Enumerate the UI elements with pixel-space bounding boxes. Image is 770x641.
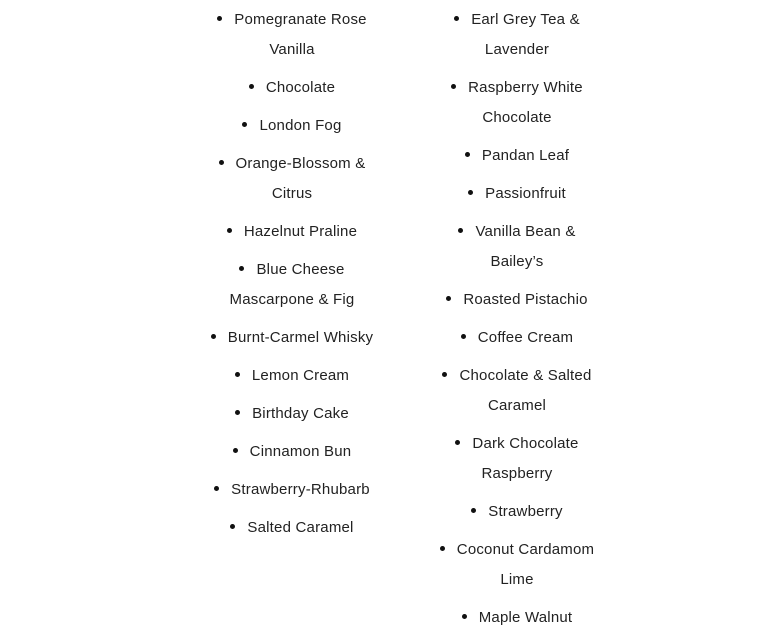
list-item [431,361,603,421]
flavor-name: Orange-Blossom & Citrus [235,155,366,202]
bullet-icon [461,334,466,339]
flavor-name: Lemon Cream [251,367,350,384]
list-item [431,217,603,277]
bullet-icon [440,546,445,551]
flavor-name: Salted Caramel [247,519,354,536]
flavor-name: Coffee Cream [477,329,574,346]
flavor-list-right-column [431,5,603,641]
flavor-name: Dark Chocolate Raspberry [472,435,579,482]
list-item [206,437,378,467]
flavor-name: Birthday Cake [252,405,349,422]
flavor-name: Blue Cheese Mascarpone & Fig [229,261,355,308]
flavor-name: Earl Grey Tea & Lavender [471,11,580,58]
list-item [206,361,378,391]
list-item [206,255,378,315]
flavor-name: Pomegranate Rose Vanilla [234,11,367,58]
flavor-name: Raspberry White Chocolate [468,79,583,126]
bullet-icon [227,228,232,233]
bullet-icon [468,190,473,195]
flavor-name: Burnt-Carmel Whisky [227,329,374,346]
bullet-icon [454,16,459,21]
list-item [206,399,378,429]
flavor-name: London Fog [259,117,342,134]
bullet-icon [217,16,222,21]
bullet-icon [442,372,447,377]
bullet-icon [230,524,235,529]
bullet-icon [242,122,247,127]
flavor-name: Pandan Leaf [481,147,570,164]
bullet-icon [249,84,254,89]
bullet-icon [235,372,240,377]
bullet-icon [455,440,460,445]
flavor-name: Chocolate [265,79,336,96]
list-item [431,323,603,353]
flavor-name: Strawberry-Rhubarb [231,481,370,498]
list-item [206,323,378,353]
flavor-name: Coconut Cardamom Lime [456,541,595,588]
bullet-icon [233,448,238,453]
list-item [431,603,603,633]
list-item [431,141,603,171]
bullet-icon [451,84,456,89]
flavor-name: Chocolate & Salted Caramel [459,367,592,414]
list-item [206,111,378,141]
list-item [431,429,603,489]
list-item [431,179,603,209]
flavor-name: Roasted Pistachio [463,291,588,308]
list-item [431,5,603,65]
list-item [431,285,603,315]
list-item [206,73,378,103]
bullet-icon [446,296,451,301]
list-item [206,149,378,209]
bullet-icon [462,614,467,619]
flavor-name: Passionfruit [485,185,566,202]
list-item [206,217,378,247]
list-item [206,5,378,65]
bullet-icon [219,160,224,165]
list-item [431,497,603,527]
flavor-list-left-column [206,5,378,551]
bullet-icon [211,334,216,339]
bullet-icon [465,152,470,157]
bullet-icon [471,508,476,513]
list-item [206,475,378,505]
flavor-name: Cinnamon Bun [249,443,352,460]
bullet-icon [214,486,219,491]
flavor-name: Vanilla Bean & Bailey’s [475,223,576,270]
list-item [431,73,603,133]
bullet-icon [235,410,240,415]
bullet-icon [239,266,244,271]
bullet-icon [458,228,463,233]
list-item [431,535,603,595]
list-item [206,513,378,543]
flavor-name: Strawberry [488,503,563,520]
flavor-name: Maple Walnut [478,609,573,626]
flavor-name: Hazelnut Praline [243,223,358,240]
